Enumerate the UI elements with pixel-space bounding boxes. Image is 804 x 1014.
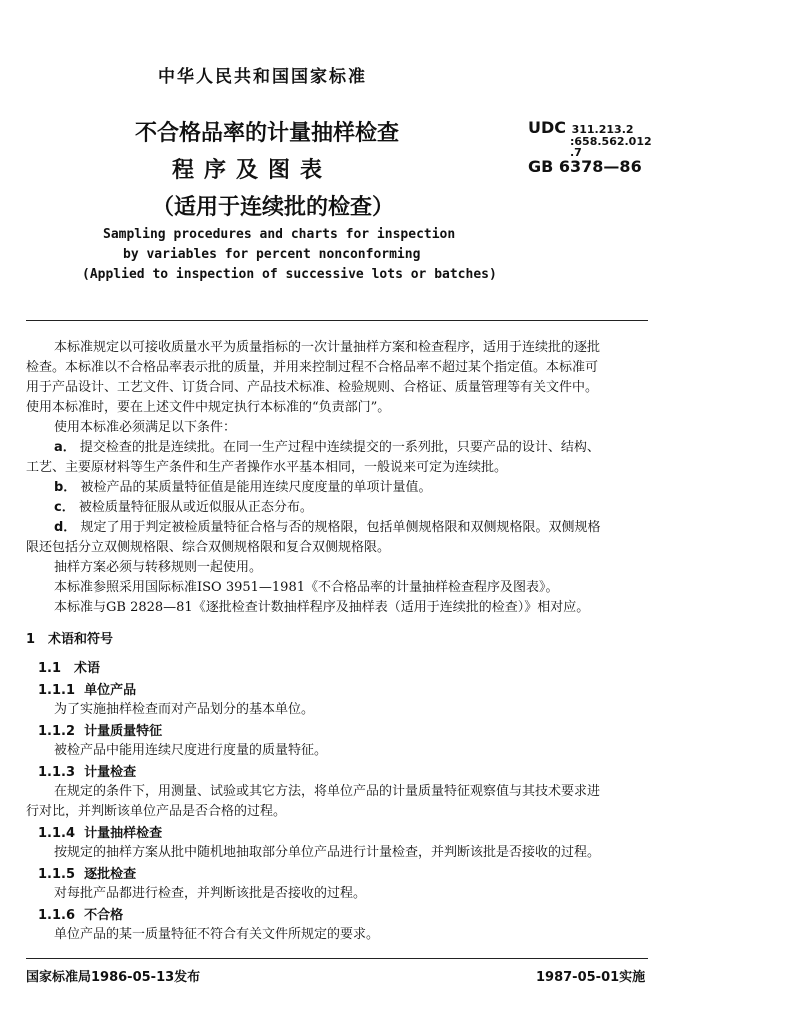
term-definition: 为了实施抽样检查而对产品划分的基本单位。 — [54, 702, 315, 717]
intro-line: 用于产品设计、工艺文件、订货合同、产品技术标准、检验规则、合格证、质量管理等有关文件中。 — [26, 380, 599, 395]
term-heading — [38, 906, 123, 926]
term-name: 单位产品 — [84, 683, 137, 698]
country-standard-label: 中华人民共和国国家标准 — [158, 67, 367, 87]
term-definition: 按规定的抽样方案从批中随机地抽取部分单位产品进行计量检查，并判断该批是否接收的过程。 — [54, 845, 601, 860]
condition-d-text: 规定了用于判定被检质量特征合格与否的规格限，包括单侧规格限和双侧规格限。双侧规格 — [80, 520, 601, 535]
term-number: 1.1.4 — [38, 826, 76, 841]
term-definition: 被检产品中能用连续尺度进行度量的质量特征。 — [54, 743, 328, 758]
classification-block — [528, 118, 652, 176]
intro-line: 检查。本标准以不合格品率表示批的质量，并用来控制过程不合格品率不超过某个指定值。本标准可 — [26, 360, 599, 375]
term-heading — [38, 763, 136, 783]
udc-code-3: .7 — [570, 146, 582, 159]
term-name: 计量检查 — [84, 765, 137, 780]
term-heading — [38, 722, 162, 742]
title-line-3: （适用于连续批的检查） — [152, 195, 395, 220]
udc-code-1: 311.213.2 — [571, 123, 634, 136]
condition-d-continued: 限还包括分立双侧规格限、综合双侧规格限和复合双侧规格限。 — [26, 540, 391, 555]
condition-c-text: 被检质量特征服从或近似服从正态分布。 — [78, 500, 313, 515]
closing-line: 抽样方案必须与转移规则一起使用。 — [54, 560, 263, 575]
term-number: 1.1.1 — [38, 683, 76, 698]
condition-a-label: a． — [54, 440, 76, 455]
udc-label: UDC — [528, 118, 567, 137]
issue-date: 国家标准局1986-05-13发布 — [26, 970, 201, 985]
gb-code: GB 6378—86 — [528, 157, 642, 176]
english-title-line-1: Sampling procedures and charts for inspection — [103, 227, 456, 242]
term-definition: 单位产品的某一质量特征不符合有关文件所规定的要求。 — [54, 927, 380, 942]
condition-b — [54, 478, 431, 498]
header-divider — [26, 320, 648, 321]
term-definition-continued: 行对比，并判断该单位产品是否合格的过程。 — [26, 804, 287, 819]
english-title-line-2: by variables for percent nonconforming — [123, 247, 421, 262]
condition-c — [54, 498, 313, 518]
intro-line: 使用本标准时，要在上述文件中规定执行本标准的“负责部门”。 — [26, 400, 391, 415]
subsection-heading: 1.1 术语 — [38, 661, 101, 676]
term-definition: 对每批产品都进行检查，并判断该批是否接收的过程。 — [54, 886, 367, 901]
condition-d — [54, 518, 600, 538]
udc-code-2: :658.562.012 — [570, 135, 652, 148]
title-line-2: 程序及图表 — [172, 158, 333, 183]
term-name: 计量抽样检查 — [84, 826, 163, 841]
term-number: 1.1.2 — [38, 724, 76, 739]
condition-a-continued: 工艺、主要原材料等生产条件和生产者操作水平基本相同，一般说来可定为连续批。 — [26, 460, 508, 475]
effective-date: 1987-05-01实施 — [536, 970, 646, 985]
condition-a-text: 提交检查的批是连续批。在同一生产过程中连续提交的一系列批，只要产品的设计、结构、 — [79, 440, 600, 455]
condition-c-label: c． — [54, 500, 75, 515]
term-heading — [38, 865, 136, 885]
intro-line: 使用本标准必须满足以下条件： — [54, 420, 237, 435]
term-number: 1.1.3 — [38, 765, 76, 780]
closing-line: 本标准与GB 2828—81《逐批检查计数抽样程序及抽样表（适用于连续批的检查）》相对应。 — [54, 600, 590, 615]
condition-a — [54, 438, 600, 458]
closing-line: 本标准参照采用国际标准ISO 3951—1981《不合格品率的计量抽样检查程序及图表》。 — [54, 580, 559, 595]
term-definition: 在规定的条件下，用测量、试验或其它方法，将单位产品的计量质量特征观察值与其技术要求进 — [54, 784, 601, 799]
condition-d-label: d． — [54, 520, 77, 535]
title-line-1: 不合格品率的计量抽样检查 — [135, 121, 400, 146]
footer-divider — [26, 958, 648, 959]
condition-b-label: b． — [54, 480, 77, 495]
term-heading — [38, 824, 162, 844]
term-heading — [38, 681, 136, 701]
section-heading: 1 术语和符号 — [26, 632, 114, 647]
term-name: 逐批检查 — [84, 867, 137, 882]
term-name: 不合格 — [84, 908, 124, 923]
intro-line: 本标准规定以可接收质量水平为质量指标的一次计量抽样方案和检查程序，适用于连续批的逐批 — [54, 340, 601, 355]
term-number: 1.1.5 — [38, 867, 76, 882]
term-name: 计量质量特征 — [84, 724, 163, 739]
condition-b-text: 被检产品的某质量特征值是能用连续尺度度量的单项计量值。 — [80, 480, 432, 495]
term-number: 1.1.6 — [38, 908, 76, 923]
english-title-line-3: (Applied to inspection of successive lots or batches) — [82, 267, 497, 282]
